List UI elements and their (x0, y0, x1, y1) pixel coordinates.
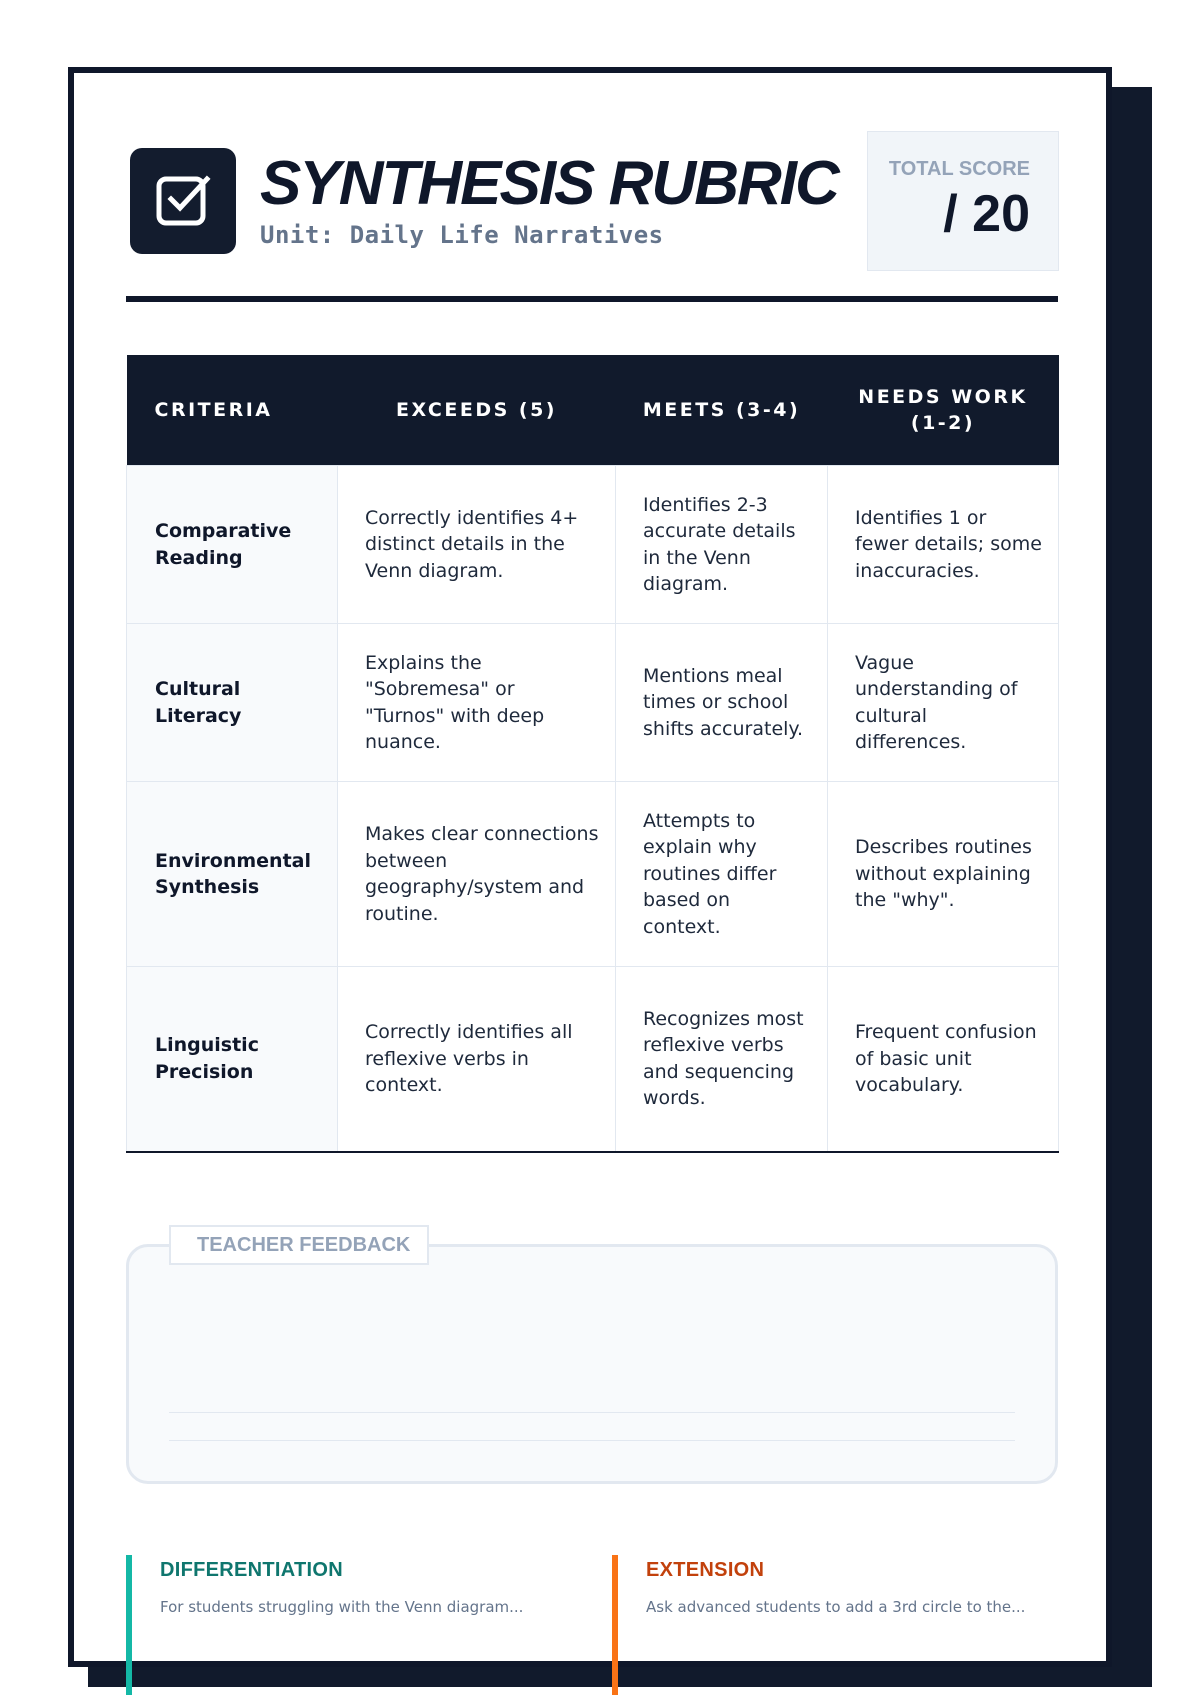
table-row (127, 624, 1059, 782)
differentiation-title: DIFFERENTIATION (160, 1559, 344, 1581)
meets-cell: Identifies 2-3 accurate details in the Venn diagram. (616, 466, 828, 624)
teacher-feedback-label: TEACHER FEEDBACK (169, 1225, 429, 1265)
criteria-cell: Comparative Reading (127, 466, 338, 624)
rubric-sheet (68, 67, 1132, 1667)
unit-subtitle: Unit: Daily Life Narratives (260, 221, 664, 249)
criteria-cell: Environmental Synthesis (127, 782, 338, 967)
needs-work-cell: Identifies 1 or fewer details; some inaccuracies. (828, 466, 1059, 624)
table-row (127, 466, 1059, 624)
table-header-row (127, 355, 1059, 466)
feedback-writing-line (169, 1412, 1015, 1413)
total-score-box (867, 131, 1059, 271)
total-score-value: / 20 (943, 185, 1030, 243)
differentiation-text: For students struggling with the Venn diagram... (160, 1598, 524, 1616)
column-header-criteria: CRITERIA (127, 355, 338, 466)
teacher-feedback-box[interactable] (126, 1234, 1058, 1484)
needs-work-cell: Describes routines without explaining the "why". (828, 782, 1059, 967)
criteria-cell: Linguistic Precision (127, 967, 338, 1152)
needs-work-cell: Vague understanding of cultural differences. (828, 624, 1059, 782)
exceeds-cell: Correctly identifies all reflexive verbs in context. (338, 967, 616, 1152)
exceeds-cell: Makes clear connections between geography/system and routine. (338, 782, 616, 967)
column-header-needs-work: NEEDS WORK (1-2) (828, 355, 1059, 466)
rubric-header (126, 129, 1058, 269)
meets-cell: Mentions meal times or school shifts accurately. (616, 624, 828, 782)
meets-cell: Recognizes most reflexive verbs and sequencing words. (616, 967, 828, 1152)
feedback-writing-line (169, 1440, 1015, 1441)
table-row (127, 782, 1059, 967)
extension-note (612, 1555, 1032, 1695)
exceeds-cell: Explains the "Sobremesa" or "Turnos" with deep nuance. (338, 624, 616, 782)
meets-cell: Attempts to explain why routines differ based on context. (616, 782, 828, 967)
needs-work-cell: Frequent confusion of basic unit vocabulary. (828, 967, 1059, 1152)
rubric-table (126, 355, 1059, 1153)
criteria-cell: Cultural Literacy (127, 624, 338, 782)
checkbox-icon (130, 148, 236, 254)
extension-text: Ask advanced students to add a 3rd circle to the... (646, 1598, 1026, 1616)
exceeds-cell: Correctly identifies 4+ distinct details in the Venn diagram. (338, 466, 616, 624)
total-score-label: TOTAL SCORE (888, 158, 1030, 180)
sheet-page (68, 67, 1112, 1667)
column-header-meets: MEETS (3-4) (616, 355, 828, 466)
extension-title: EXTENSION (646, 1559, 765, 1581)
table-row (127, 967, 1059, 1152)
header-divider (126, 296, 1058, 302)
differentiation-note (126, 1555, 546, 1695)
column-header-exceeds: EXCEEDS (5) (338, 355, 616, 466)
page-title: SYNTHESIS RUBRIC (260, 149, 838, 218)
